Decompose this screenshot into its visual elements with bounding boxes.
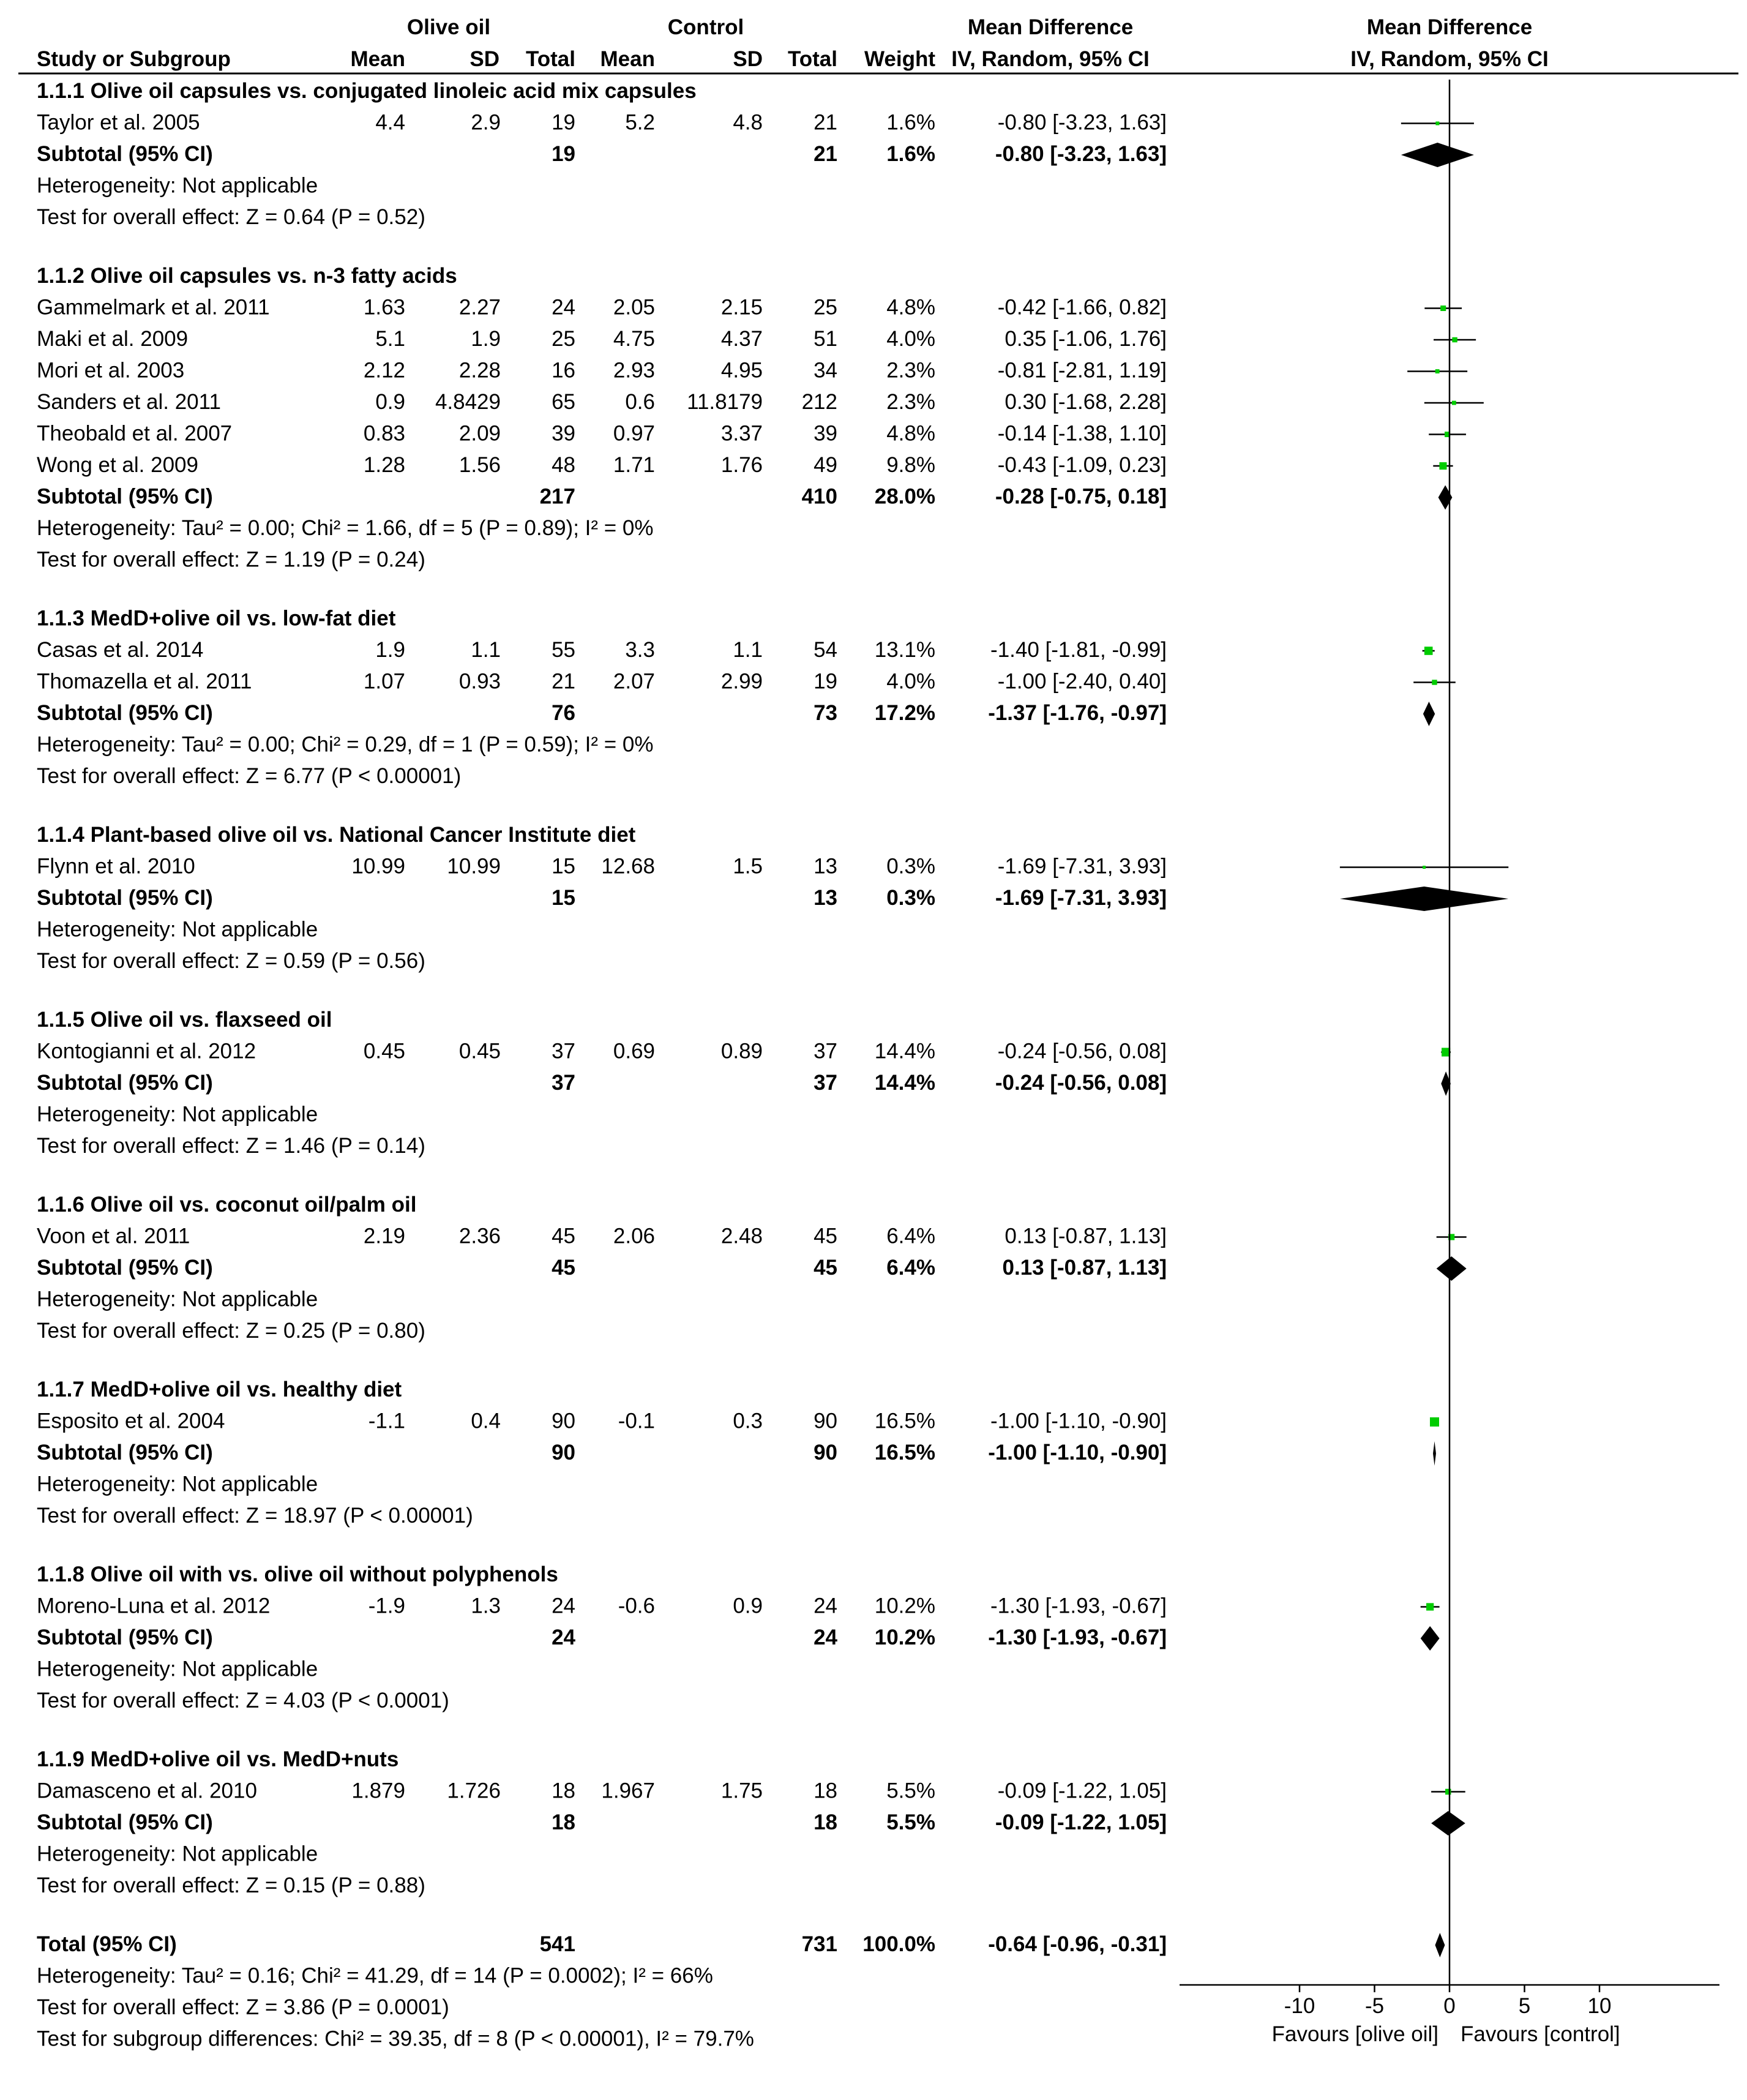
study-mean1: 1.07 xyxy=(363,669,405,694)
study-mean2: 2.06 xyxy=(613,1224,655,1248)
study-mean1: 1.9 xyxy=(375,638,405,662)
mean2-column-header: Mean xyxy=(600,47,655,71)
subtotal-label: Subtotal (95% CI) xyxy=(37,1810,213,1834)
total1-column-header: Total xyxy=(525,47,575,71)
study-point-square xyxy=(1426,1603,1434,1610)
study-mean1: 10.99 xyxy=(351,854,405,879)
heterogeneity-text: Heterogeneity: Not applicable xyxy=(37,1657,318,1681)
study-total2: 21 xyxy=(814,110,837,135)
total2-column-header: Total xyxy=(787,47,837,71)
subtotal-effect-ci: 0.13 [-0.87, 1.13] xyxy=(1002,1256,1167,1280)
subtotal-diamond xyxy=(1437,1256,1467,1281)
total-diamond xyxy=(1435,1933,1445,1957)
study-total2: 39 xyxy=(814,421,837,446)
subtotal-diamond xyxy=(1401,143,1474,167)
study-mean2: 0.6 xyxy=(625,390,655,414)
subtotal-total1: 90 xyxy=(552,1441,575,1464)
x-axis-tick-label: -5 xyxy=(1364,1994,1385,2018)
study-sd2: 2.99 xyxy=(720,669,763,694)
heterogeneity-text: Heterogeneity: Tau² = 0.00; Chi² = 0.29, df = 1 (P = 0.59); I² = 0% xyxy=(37,732,654,757)
subtotal-total2: 45 xyxy=(814,1256,837,1280)
study-sd2: 3.37 xyxy=(720,421,763,446)
study-sd1: 0.93 xyxy=(458,669,501,694)
study-point-square xyxy=(1452,337,1457,342)
sd1-column-header: SD xyxy=(469,47,499,71)
subtotal-effect-ci: -0.80 [-3.23, 1.63] xyxy=(995,142,1167,166)
study-name: Gammelmark et al. 2011 xyxy=(37,295,270,320)
subtotal-total2: 13 xyxy=(814,886,837,910)
study-total1: 45 xyxy=(552,1224,575,1248)
study-name: Sanders et al. 2011 xyxy=(37,390,221,414)
total-weight: 100.0% xyxy=(862,1932,935,1956)
study-weight: 6.4% xyxy=(886,1224,935,1248)
study-sd2: 1.76 xyxy=(720,453,763,477)
study-name: Mori et al. 2003 xyxy=(37,358,185,383)
study-weight: 5.5% xyxy=(886,1779,935,1803)
overall-effect-text: Test for overall effect: Z = 0.64 (P = 0.52) xyxy=(37,205,425,229)
study-effect-ci: -1.40 [-1.81, -0.99] xyxy=(990,638,1167,662)
study-name: Damasceno et al. 2010 xyxy=(37,1779,257,1803)
study-weight: 0.3% xyxy=(886,854,935,879)
study-total1: 16 xyxy=(552,358,575,383)
study-mean2: 0.97 xyxy=(613,421,655,446)
study-sd2: 1.5 xyxy=(733,854,763,879)
x-axis-tick-label: 0 xyxy=(1443,1994,1456,2018)
x-axis-tick-label: 5 xyxy=(1518,1994,1531,2018)
study-point-square xyxy=(1452,401,1456,405)
study-total2: 54 xyxy=(814,638,837,662)
subtotal-total1: 217 xyxy=(539,484,575,509)
plot-header: Mean Difference xyxy=(1366,15,1533,39)
subtotal-total1: 45 xyxy=(552,1256,575,1280)
study-mean1: -1.1 xyxy=(368,1409,405,1433)
study-mean2: 2.93 xyxy=(613,358,655,383)
subtotal-total1: 15 xyxy=(552,886,575,910)
effect-header: Mean Difference xyxy=(967,15,1134,39)
total-overall-effect-text: Test for overall effect: Z = 3.86 (P = 0.0001) xyxy=(37,1995,449,2019)
plot-area xyxy=(1180,80,1719,2046)
study-weight: 4.0% xyxy=(886,327,935,351)
study-mean2: 5.2 xyxy=(625,110,655,135)
subgroup-title: 1.1.3 MedD+olive oil vs. low-fat diet xyxy=(37,606,396,631)
study-effect-ci: 0.30 [-1.68, 2.28] xyxy=(1004,390,1167,414)
study-point-square xyxy=(1435,121,1439,125)
study-mean2: 4.75 xyxy=(613,327,655,351)
study-weight: 1.6% xyxy=(886,110,935,135)
study-sd1: 2.09 xyxy=(458,421,501,446)
study-name: Moreno-Luna et al. 2012 xyxy=(37,1594,271,1618)
overall-effect-text: Test for overall effect: Z = 0.59 (P = 0.56) xyxy=(37,949,425,973)
study-mean2: 2.07 xyxy=(613,669,655,694)
study-sd1: 0.4 xyxy=(471,1409,501,1433)
group1-header: Olive oil xyxy=(406,15,491,39)
study-total1: 65 xyxy=(552,390,575,414)
study-sd1: 0.45 xyxy=(458,1039,501,1063)
mean1-column-header: Mean xyxy=(350,47,405,71)
study-total1: 37 xyxy=(552,1039,575,1063)
study-effect-ci: -0.42 [-1.66, 0.82] xyxy=(997,295,1167,320)
subtotal-effect-ci: -1.30 [-1.93, -0.67] xyxy=(988,1626,1167,1649)
study-mean2: -0.6 xyxy=(618,1594,655,1618)
study-sd2: 0.89 xyxy=(720,1039,763,1063)
study-mean1: 2.19 xyxy=(363,1224,405,1248)
study-total2: 24 xyxy=(814,1594,837,1618)
study-effect-ci: -0.43 [-1.09, 0.23] xyxy=(997,453,1167,477)
study-name: Taylor et al. 2005 xyxy=(37,110,200,135)
plot-subheader: IV, Random, 95% CI xyxy=(1350,47,1549,71)
study-sd1: 1.3 xyxy=(471,1594,501,1618)
study-total2: 37 xyxy=(814,1039,837,1063)
subtotal-weight: 0.3% xyxy=(886,886,935,910)
subtotal-label: Subtotal (95% CI) xyxy=(37,886,213,910)
study-effect-ci: -0.24 [-0.56, 0.08] xyxy=(997,1039,1167,1063)
study-effect-ci: -0.81 [-2.81, 1.19] xyxy=(997,358,1167,383)
study-name: Flynn et al. 2010 xyxy=(37,854,195,879)
subtotal-total2: 21 xyxy=(814,142,837,166)
subtotal-effect-ci: -1.69 [-7.31, 3.93] xyxy=(995,886,1167,910)
subgroup-title: 1.1.8 Olive oil with vs. olive oil without polyphenols xyxy=(37,1562,558,1586)
sd2-column-header: SD xyxy=(733,47,763,71)
subtotal-total2: 410 xyxy=(801,484,837,509)
heterogeneity-text: Heterogeneity: Tau² = 0.00; Chi² = 1.66, df = 5 (P = 0.89); I² = 0% xyxy=(37,516,654,540)
study-total2: 18 xyxy=(814,1779,837,1803)
study-sd1: 2.27 xyxy=(458,295,501,320)
study-total1: 48 xyxy=(552,453,575,477)
favours-left-label: Favours [olive oil] xyxy=(1271,2022,1438,2046)
subtotal-diamond xyxy=(1423,702,1435,726)
heterogeneity-text: Heterogeneity: Not applicable xyxy=(37,173,318,198)
study-sd2: 4.8 xyxy=(733,110,763,135)
study-effect-ci: -0.09 [-1.22, 1.05] xyxy=(997,1779,1167,1803)
study-mean2: 0.69 xyxy=(613,1039,655,1063)
study-sd2: 0.3 xyxy=(733,1409,763,1433)
x-axis-tick-label: 10 xyxy=(1587,1994,1612,2018)
subtotal-label: Subtotal (95% CI) xyxy=(37,1441,213,1464)
subtotal-label: Subtotal (95% CI) xyxy=(37,1626,213,1649)
study-name: Thomazella et al. 2011 xyxy=(37,669,252,694)
study-sd2: 4.95 xyxy=(720,358,763,383)
subtotal-total1: 37 xyxy=(552,1071,575,1095)
study-sd2: 2.15 xyxy=(720,295,763,320)
group2-header: Control xyxy=(667,15,744,39)
study-total2: 212 xyxy=(801,390,837,414)
study-weight: 2.3% xyxy=(886,358,935,383)
study-sd2: 2.48 xyxy=(720,1224,763,1248)
study-name: Casas et al. 2014 xyxy=(37,638,204,662)
study-effect-ci: 0.35 [-1.06, 1.76] xyxy=(1004,327,1167,351)
subtotal-total2: 90 xyxy=(814,1441,837,1464)
study-total1: 90 xyxy=(552,1409,575,1433)
study-total2: 13 xyxy=(814,854,837,879)
subtotal-total1: 76 xyxy=(552,701,575,725)
study-sd1: 1.56 xyxy=(458,453,501,477)
study-weight: 4.0% xyxy=(886,669,935,694)
subtotal-label: Subtotal (95% CI) xyxy=(37,484,213,509)
subgroup-title: 1.1.7 MedD+olive oil vs. healthy diet xyxy=(37,1378,402,1401)
study-sd1: 1.1 xyxy=(471,638,501,662)
study-sd2: 1.1 xyxy=(733,638,763,662)
subtotal-label: Subtotal (95% CI) xyxy=(37,1256,213,1280)
study-total2: 90 xyxy=(814,1409,837,1433)
overall-effect-text: Test for overall effect: Z = 6.77 (P < 0.00001) xyxy=(37,764,462,788)
subtotal-total2: 37 xyxy=(814,1071,837,1095)
subgroup-title: 1.1.6 Olive oil vs. coconut oil/palm oil xyxy=(37,1193,417,1217)
study-mean1: 1.28 xyxy=(363,453,405,477)
overall-effect-text: Test for overall effect: Z = 4.03 (P < 0.0001) xyxy=(37,1689,449,1712)
subtotal-effect-ci: -1.00 [-1.10, -0.90] xyxy=(988,1441,1167,1464)
total-effect-ci: -0.64 [-0.96, -0.31] xyxy=(988,1932,1167,1956)
study-total2: 45 xyxy=(814,1224,837,1248)
heterogeneity-text: Heterogeneity: Not applicable xyxy=(37,1472,318,1496)
total-label: Total (95% CI) xyxy=(37,1932,177,1956)
header-layer xyxy=(18,15,1738,73)
study-mean1: 0.45 xyxy=(363,1039,405,1063)
study-point-square xyxy=(1440,306,1446,311)
subtotal-weight: 10.2% xyxy=(874,1626,935,1649)
study-point-square xyxy=(1439,462,1446,470)
study-effect-ci: -0.14 [-1.38, 1.10] xyxy=(997,421,1167,446)
study-sd2: 11.8179 xyxy=(687,390,763,414)
subtotal-label: Subtotal (95% CI) xyxy=(37,142,213,166)
study-weight: 10.2% xyxy=(874,1594,935,1618)
subtotal-weight: 6.4% xyxy=(886,1256,935,1280)
subtotal-label: Subtotal (95% CI) xyxy=(37,701,213,725)
x-axis-tick-label: -10 xyxy=(1284,1994,1315,2018)
study-point-square xyxy=(1430,1417,1439,1427)
subgroup-differences-text: Test for subgroup differences: Chi² = 39.35, df = 8 (P < 0.00001), I² = 79.7% xyxy=(37,2027,754,2051)
study-sd1: 1.726 xyxy=(447,1779,501,1803)
subtotal-weight: 17.2% xyxy=(874,701,935,725)
study-sd1: 10.99 xyxy=(447,854,501,879)
study-point-square xyxy=(1435,369,1440,373)
study-name: Esposito et al. 2004 xyxy=(37,1409,225,1433)
study-point-square xyxy=(1424,647,1433,655)
study-mean1: 0.9 xyxy=(375,390,405,414)
study-weight: 4.8% xyxy=(886,421,935,446)
study-name: Voon et al. 2011 xyxy=(37,1224,190,1248)
subtotal-total1: 19 xyxy=(552,142,575,166)
study-mean1: -1.9 xyxy=(368,1594,405,1618)
study-sd1: 4.8429 xyxy=(435,390,501,414)
study-total2: 51 xyxy=(814,327,837,351)
study-mean2: 1.71 xyxy=(613,453,655,477)
heterogeneity-text: Heterogeneity: Not applicable xyxy=(37,1842,318,1866)
subtotal-weight: 14.4% xyxy=(874,1071,935,1095)
subgroup-title: 1.1.9 MedD+olive oil vs. MedD+nuts xyxy=(37,1747,399,1771)
study-total1: 21 xyxy=(552,669,575,694)
study-name: Theobald et al. 2007 xyxy=(37,421,233,446)
study-effect-ci: -1.30 [-1.93, -0.67] xyxy=(990,1594,1167,1618)
study-total1: 19 xyxy=(552,110,575,135)
study-mean1: 1.879 xyxy=(351,1779,405,1803)
favours-right-label: Favours [control] xyxy=(1461,2022,1620,2046)
study-point-square xyxy=(1423,866,1426,869)
study-weight: 2.3% xyxy=(886,390,935,414)
study-mean2: 12.68 xyxy=(601,854,655,879)
study-mean1: 5.1 xyxy=(375,327,405,351)
study-total1: 25 xyxy=(552,327,575,351)
subtotal-diamond xyxy=(1421,1626,1440,1651)
weight-column-header: Weight xyxy=(864,47,935,71)
study-name: Kontogianni et al. 2012 xyxy=(37,1039,256,1063)
study-effect-ci: -1.00 [-2.40, 0.40] xyxy=(997,669,1167,694)
study-weight: 13.1% xyxy=(874,638,935,662)
subtotal-total1: 24 xyxy=(552,1626,575,1649)
study-weight: 14.4% xyxy=(874,1039,935,1063)
study-column-header: Study or Subgroup xyxy=(37,47,231,71)
subtotal-total2: 73 xyxy=(814,701,837,725)
study-sd2: 1.75 xyxy=(720,1779,763,1803)
study-sd1: 1.9 xyxy=(471,327,501,351)
study-mean2: 3.3 xyxy=(625,638,655,662)
subtotal-weight: 16.5% xyxy=(874,1441,935,1464)
subtotal-diamond xyxy=(1431,1811,1465,1836)
subtotal-effect-ci: -0.24 [-0.56, 0.08] xyxy=(995,1071,1167,1095)
study-weight: 16.5% xyxy=(874,1409,935,1433)
total-heterogeneity-text: Heterogeneity: Tau² = 0.16; Chi² = 41.29, df = 14 (P = 0.0002); I² = 66% xyxy=(37,1963,713,1988)
study-sd1: 2.9 xyxy=(471,110,501,135)
study-mean2: 1.967 xyxy=(601,1779,655,1803)
total-total2: 731 xyxy=(801,1932,837,1956)
subgroup-title: 1.1.5 Olive oil vs. flaxseed oil xyxy=(37,1008,332,1032)
overall-effect-text: Test for overall effect: Z = 1.46 (P = 0.14) xyxy=(37,1134,425,1158)
heterogeneity-text: Heterogeneity: Not applicable xyxy=(37,1287,318,1311)
study-mean2: 2.05 xyxy=(613,295,655,320)
study-sd1: 2.36 xyxy=(458,1224,501,1248)
study-mean1: 2.12 xyxy=(363,358,405,383)
study-total2: 49 xyxy=(814,453,837,477)
subgroup-title: 1.1.4 Plant-based olive oil vs. National Cancer Institute diet xyxy=(37,823,636,847)
study-sd2: 0.9 xyxy=(733,1594,763,1618)
study-total1: 55 xyxy=(552,638,575,662)
subtotal-weight: 5.5% xyxy=(886,1810,935,1834)
study-point-square xyxy=(1432,680,1437,684)
subtotal-effect-ci: -1.37 [-1.76, -0.97] xyxy=(988,701,1167,725)
total-total1: 541 xyxy=(539,1932,575,1956)
subtotal-total2: 18 xyxy=(814,1810,837,1834)
study-total1: 24 xyxy=(552,1594,575,1618)
study-name: Wong et al. 2009 xyxy=(37,453,198,477)
study-weight: 4.8% xyxy=(886,295,935,320)
effect-subheader: IV, Random, 95% CI xyxy=(951,47,1150,71)
study-sd1: 2.28 xyxy=(458,358,501,383)
study-total2: 25 xyxy=(814,295,837,320)
study-total2: 34 xyxy=(814,358,837,383)
subtotal-weight: 28.0% xyxy=(874,484,935,509)
subtotal-total1: 18 xyxy=(552,1810,575,1834)
subgroup-title: 1.1.1 Olive oil capsules vs. conjugated linoleic acid mix capsules xyxy=(37,79,697,103)
study-name: Maki et al. 2009 xyxy=(37,327,189,351)
study-total1: 39 xyxy=(552,421,575,446)
study-sd2: 4.37 xyxy=(720,327,763,351)
overall-effect-text: Test for overall effect: Z = 18.97 (P < 0.00001) xyxy=(37,1504,473,1528)
subtotal-effect-ci: -0.09 [-1.22, 1.05] xyxy=(995,1810,1167,1834)
study-weight: 9.8% xyxy=(886,453,935,477)
study-total2: 19 xyxy=(814,669,837,694)
table-body xyxy=(37,79,1167,2051)
overall-effect-text: Test for overall effect: Z = 0.15 (P = 0.88) xyxy=(37,1873,425,1897)
subtotal-total2: 24 xyxy=(814,1626,837,1649)
study-mean1: 4.4 xyxy=(375,110,405,135)
heterogeneity-text: Heterogeneity: Not applicable xyxy=(37,1102,318,1127)
subtotal-effect-ci: -0.28 [-0.75, 0.18] xyxy=(995,484,1167,509)
heterogeneity-text: Heterogeneity: Not applicable xyxy=(37,917,318,942)
overall-effect-text: Test for overall effect: Z = 0.25 (P = 0.80) xyxy=(37,1319,425,1343)
subtotal-diamond xyxy=(1433,1441,1436,1466)
subtotal-diamond xyxy=(1340,887,1508,911)
subtotal-weight: 1.6% xyxy=(886,142,935,166)
study-effect-ci: -1.00 [-1.10, -0.90] xyxy=(990,1409,1167,1433)
study-total1: 18 xyxy=(552,1779,575,1803)
study-effect-ci: 0.13 [-0.87, 1.13] xyxy=(1004,1224,1167,1248)
overall-effect-text: Test for overall effect: Z = 1.19 (P = 0.24) xyxy=(37,547,425,572)
subtotal-label: Subtotal (95% CI) xyxy=(37,1071,213,1095)
study-mean2: -0.1 xyxy=(618,1409,655,1433)
study-mean1: 0.83 xyxy=(363,421,405,446)
subgroup-title: 1.1.2 Olive oil capsules vs. n-3 fatty acids xyxy=(37,264,457,288)
study-total1: 15 xyxy=(552,854,575,879)
study-mean1: 1.63 xyxy=(363,295,405,320)
study-effect-ci: -1.69 [-7.31, 3.93] xyxy=(997,854,1167,879)
study-total1: 24 xyxy=(552,295,575,320)
study-effect-ci: -0.80 [-3.23, 1.63] xyxy=(997,110,1167,135)
